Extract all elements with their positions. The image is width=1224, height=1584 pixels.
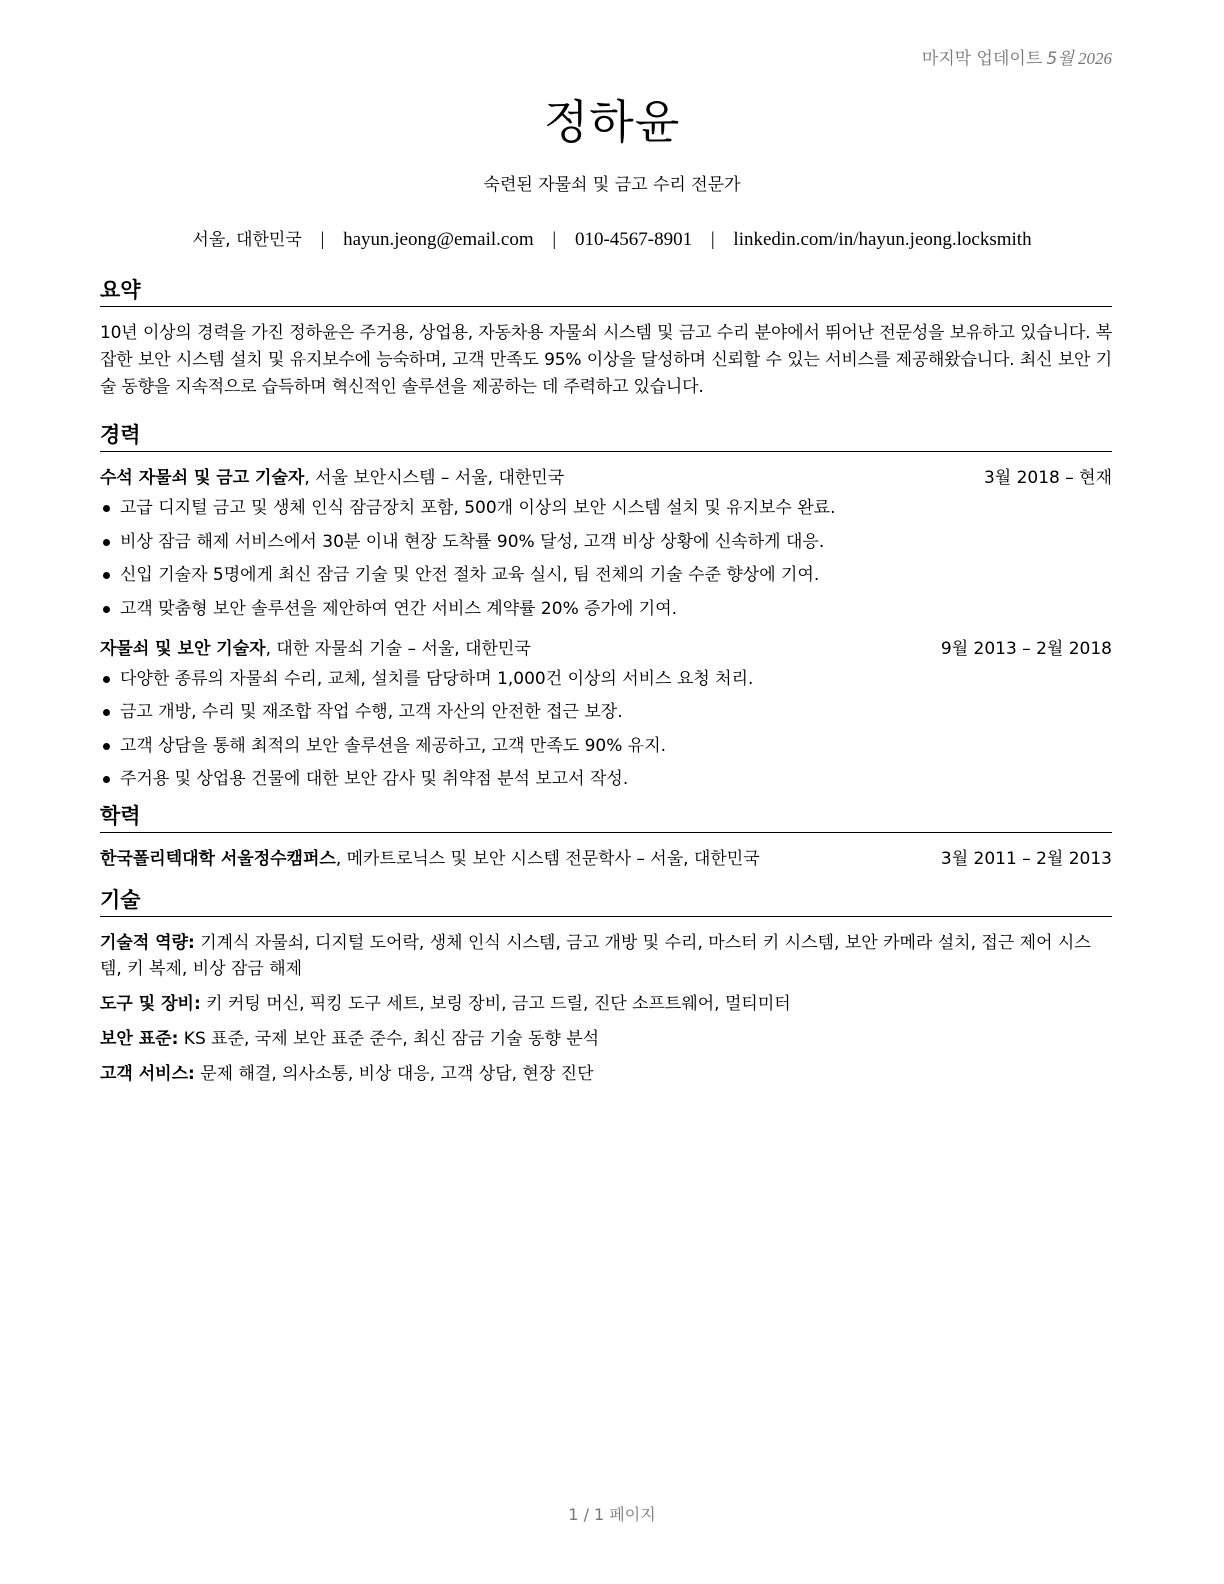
job-bullet: 신입 기술자 5명에게 최신 잠금 기술 및 안전 절차 교육 실시, 팀 전체의 기술 수준 향상에 기여. (100, 562, 1112, 588)
skill-item (100, 991, 1112, 1017)
resume-subtitle: 숙련된 자물쇠 및 금고 수리 전문가 (483, 175, 741, 195)
skills-title: 기술 (100, 886, 1112, 917)
last-updated-label: 마지막 업데이트 (921, 49, 1043, 69)
job-bullet: 고객 상담을 통해 최적의 보안 솔루션을 제공하고, 고객 만족도 90% 유지. (100, 733, 1112, 759)
education-detail: , 메카트로닉스 및 보안 시스템 전문학사 – 서울, 대한민국 (335, 849, 760, 869)
contact-separator: | (710, 229, 715, 250)
page-number: 1 / 1 페이지 (568, 1505, 656, 1524)
job-entry (100, 636, 1112, 793)
contact-phone[interactable]: 010-4567-8901 (574, 229, 693, 250)
contact-email[interactable]: hayun.jeong@email.com (343, 229, 534, 250)
education-school: 한국폴리텍대학 서울정수캠퍼스 (100, 849, 336, 869)
job-bullets (100, 666, 1112, 793)
job-bullet: 다양한 종류의 자물쇠 수리, 교체, 설치를 담당하며 1,000건 이상의 서비스 요청 처리. (100, 666, 1112, 692)
job-header (100, 465, 1112, 491)
skill-label: 도구 및 장비: (100, 994, 201, 1014)
job-role: 자물쇠 및 보안 기술자 (100, 638, 266, 659)
summary-text: 10년 이상의 경력을 가진 정하윤은 주거용, 상업용, 자동차용 자물쇠 시스템 및 금고 수리 분야에서 뛰어난 전문성을 보유하고 있습니다. 복잡한 보안 시스템 설치 및 유지보수에 능숙하며, 고객 만족도 95% 이상을 달성하며 신뢰할 수 있는 서비스를 제공해왔습니다. 최신 보안 기술 동향을 지속적으로 습득하며 혁신적인 솔루션을 제공하는 데 주력하고 있습니다. (100, 323, 1112, 397)
education-line (100, 846, 760, 872)
contact-separator: | (320, 229, 325, 250)
job-company: , 대한 자물쇠 기술 – 서울, 대한민국 (265, 638, 531, 659)
job-bullet: 고급 디지털 금고 및 생체 인식 잠금장치 포함, 500개 이상의 보안 시스템 설치 및 유지보수 완료. (100, 495, 1112, 521)
last-updated-year: 2026 (1078, 49, 1112, 68)
job-dates: 3월 2018 – 현재 (983, 468, 1112, 488)
skill-item (100, 930, 1112, 982)
contact-linkedin[interactable]: linkedin.com/in/hayun.jeong.locksmith (733, 229, 1032, 250)
resume-name: 정하윤 (543, 95, 681, 149)
resume-body (100, 276, 1112, 1096)
skill-text: KS 표준, 국제 보안 표준 준수, 최신 잠금 기술 동향 분석 (178, 1029, 600, 1049)
skill-text: 키 커팅 머신, 픽킹 도구 세트, 보링 장비, 금고 드릴, 진단 소프트웨어, 멀티미터 (200, 994, 791, 1014)
job-company: , 서울 보안시스템 – 서울, 대한민국 (304, 468, 565, 488)
job-bullet: 주거용 및 상업용 건물에 대한 보안 감사 및 취약점 분석 보고서 작성. (100, 766, 1112, 792)
contact-separator: | (552, 229, 557, 250)
job-entry (100, 465, 1112, 622)
job-role: 수석 자물쇠 및 금고 기술자 (100, 468, 305, 488)
skill-item (100, 1061, 1112, 1087)
contact-location: 서울, 대한민국 (192, 230, 302, 250)
skill-label: 기술적 역량: (100, 933, 195, 953)
job-bullet: 금고 개방, 수리 및 재조합 작업 수행, 고객 자산의 안전한 접근 보장. (100, 699, 1112, 725)
skill-item (100, 1026, 1112, 1052)
last-updated-month: 5월 (1046, 49, 1074, 69)
job-dates: 9월 2013 – 2월 2018 (940, 638, 1112, 659)
skill-label: 고객 서비스: (100, 1064, 195, 1084)
summary-title: 요약 (100, 276, 1112, 307)
contact-line (0, 225, 1224, 251)
job-header (100, 636, 1112, 662)
job-title-line (100, 465, 564, 491)
job-bullets (100, 495, 1112, 622)
education-dates: 3월 2011 – 2월 2013 (940, 849, 1112, 869)
job-bullet: 비상 잠금 해제 서비스에서 30분 이내 현장 도착률 90% 달성, 고객 비상 상황에 신속하게 대응. (100, 529, 1112, 555)
job-bullet: 고객 맞춤형 보안 솔루션을 제안하여 연간 서비스 계약률 20% 증가에 기여. (100, 596, 1112, 622)
skills-list (100, 930, 1112, 1087)
skill-text: 기계식 자물쇠, 디지털 도어락, 생체 인식 시스템, 금고 개방 및 수리, 마스터 키 시스템, 보안 카메라 설치, 접근 제어 시스템, 키 복제, 비상 잠금 해제 (100, 933, 1091, 979)
skill-text: 문제 해결, 의사소통, 비상 대응, 고객 상담, 현장 진단 (194, 1064, 594, 1084)
last-updated (922, 44, 1112, 69)
skill-label: 보안 표준: (100, 1029, 179, 1049)
job-title-line (100, 636, 531, 662)
education-title: 학력 (100, 802, 1112, 833)
experience-title: 경력 (100, 421, 1112, 452)
education-entry (100, 846, 1112, 872)
